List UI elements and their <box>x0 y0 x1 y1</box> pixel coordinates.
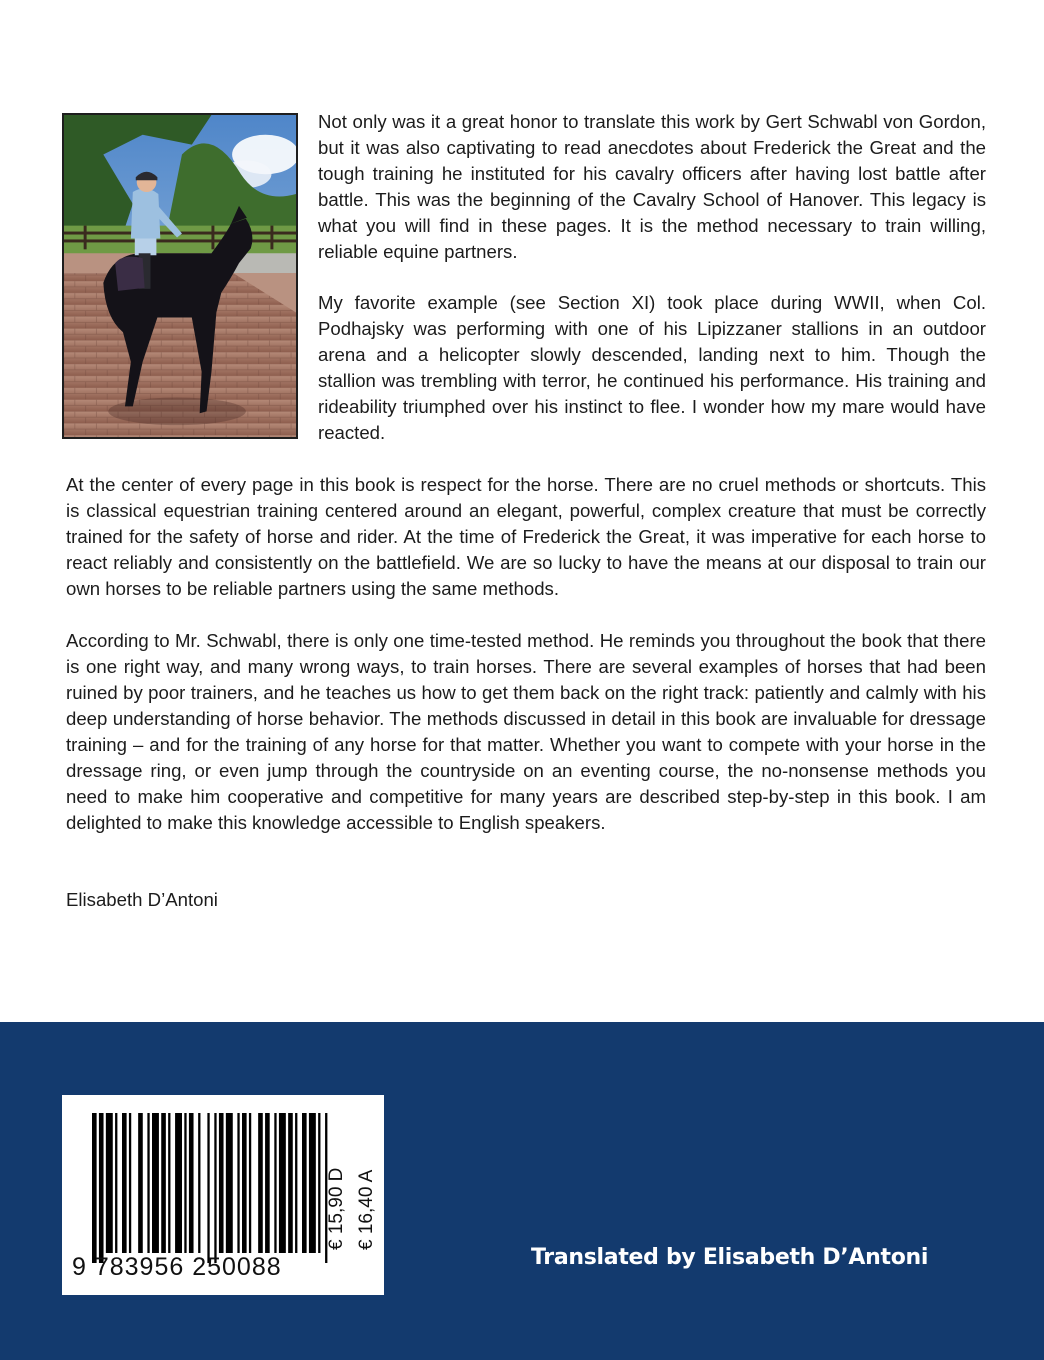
barcode-bar <box>295 1113 297 1253</box>
barcode-bar <box>318 1113 320 1253</box>
barcode-bar <box>184 1113 186 1253</box>
barcode-bar <box>265 1113 270 1253</box>
barcode-bar <box>249 1113 251 1253</box>
barcode-bar <box>288 1113 293 1253</box>
barcode-bar <box>138 1113 143 1253</box>
barcode-bar <box>189 1113 194 1253</box>
barcode-bar <box>279 1113 286 1253</box>
barcode-bar <box>92 1113 97 1263</box>
barcode-bar <box>258 1113 263 1253</box>
price-germany: € 15,90 D <box>326 1167 347 1250</box>
translator-credit: Translated by Elisabeth D’Antoni <box>531 1245 929 1270</box>
barcode-bar <box>147 1113 149 1253</box>
intro-paragraph: Not only was it a great honor to translate this work by Gert Schwabl von Gordon, but it was also captivating to read anecdotes about Frederick the Great and the tough training he instituted for his cavalry officers after having lost battle after battle. This was the beginning of the Cavalry School of Hanover. This legacy is what you will find in these pages. It is the method necessary to train willing, reliable equine partners. <box>318 111 986 262</box>
barcode-bar <box>152 1113 159 1253</box>
price-austria: € 16,40 A <box>356 1169 377 1250</box>
barcode-bars <box>92 1113 332 1263</box>
barcode-bar <box>219 1113 224 1253</box>
barcode-bar <box>198 1113 200 1253</box>
barcode-bar <box>226 1113 233 1253</box>
barcode-bar <box>302 1113 307 1253</box>
barcode-bar <box>207 1113 209 1263</box>
barcode-bar <box>129 1113 131 1253</box>
barcode-bar <box>237 1113 239 1253</box>
barcode-bar <box>161 1113 166 1253</box>
respect-paragraph: At the center of every page in this book is respect for the horse. There are no cruel methods or shortcuts. This is classical equestrian training centered around an elegant, powerful, complex creature that must be correctly trained for the safety of horse and rider. At the time of Frederick the Great, it was imperative for each horse to react reliably and consistently on the battlefield. We are so lucky to have the means at our disposal to train our own horses to be reliable partners using the same methods. <box>66 474 986 599</box>
signature: Elisabeth D’Antoni <box>66 889 218 910</box>
barcode-bar <box>115 1113 117 1253</box>
anecdote-paragraph: My favorite example (see Section XI) took place during WWII, when Col. Podhajsky was performing with one of his Lipizzaner stallions in an outdoor arena and a helicopter slowly descended, landing next to him. Though the stallion was trembling with terror, he continued his performance. His training and rideability triumphed over his instinct to flee. I wonder how my mare would have reacted. <box>318 292 986 443</box>
barcode-bar <box>106 1113 113 1253</box>
rider-on-horse-photo <box>62 113 298 439</box>
isbn-number: 9 783956 250088 <box>72 1253 282 1281</box>
method-paragraph: According to Mr. Schwabl, there is only one time-tested method. He reminds you throughout the book that there is one right way, and many wrong ways, to train horses. There are several examples of horses that had been ruined by poor trainers, and he teaches us how to get them back on the right track: patiently and calmly with his deep understanding of horse behavior. The methods discussed in detail in this book are invaluable for dressage training – and for the training of any horse for that matter. Whether you want to compete with your horse in the dressage ring, or even jump through the countryside on an eventing course, the no-nonsense methods you need to make him cooperative and competitive for many years are described step-by-step in this book. I am delighted to make this knowledge accessible to English speakers. <box>66 630 986 833</box>
barcode-bar <box>242 1113 247 1253</box>
barcode-bar <box>168 1113 170 1253</box>
photo-illustration <box>64 115 296 437</box>
barcode-bar <box>309 1113 316 1253</box>
barcode-bar <box>274 1113 276 1253</box>
barcode-bar <box>214 1113 216 1263</box>
barcode-bar <box>99 1113 104 1263</box>
barcode-bar <box>175 1113 182 1253</box>
barcode-bar <box>122 1113 127 1253</box>
